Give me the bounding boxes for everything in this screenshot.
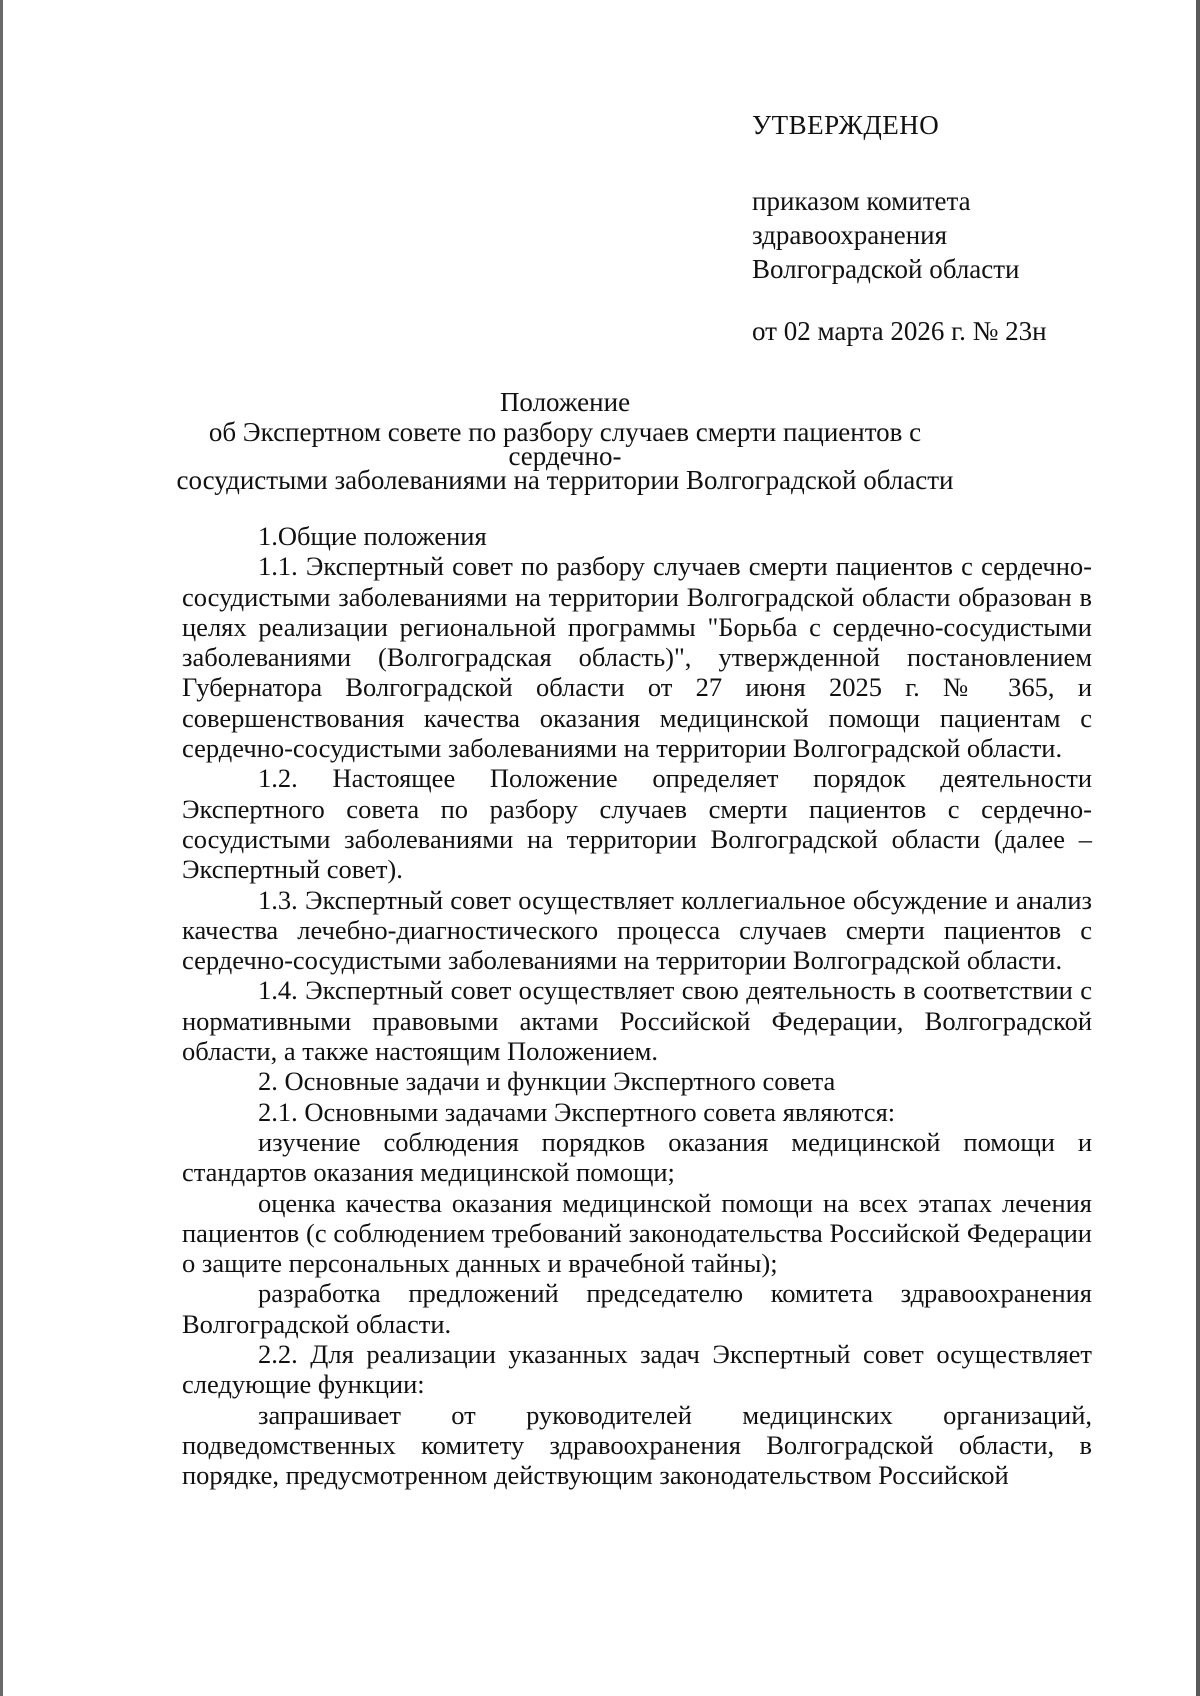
document-title: [150, 387, 980, 495]
section-heading: 1.Общие положения: [258, 521, 487, 551]
scan-edge-right: [1196, 0, 1200, 1696]
approval-line-2: здравоохранения: [752, 220, 948, 250]
paragraph: 1.3. Экспертный совет осуществляет коллегиальное обсуждение и анализ качества лечебно-диагностического процесса случаев смерти пациентов с сердечно-сосудистыми заболеваниями на территории Волгоградской области.: [182, 884, 1092, 976]
paragraph: разработка предложений председателю комитета здравоохранения Волгоградской области.: [182, 1278, 1092, 1339]
paragraph: запрашивает от руководителей медицинских организаций, подведомственных комитету здравоохранения Волгоградской области, в порядке, предусмотренном действующим законодательством Российской: [182, 1399, 1092, 1491]
paragraph: 1.1. Экспертный совет по разбору случаев смерти пациентов с сердечно-сосудистыми заболеваниями на территории Волгоградской области образован в целях реализации региональной программы "Борьба с сердечно-сосудистыми заболеваниями (Волгоградская область)", утвержденной постановлением Губернатора Волгоградской области от 27 июня 2025 г. № 365, и совершенствования качества оказания медицинской помощи пациентам с сердечно-сосудистыми заболеваниями на территории Волгоградской области.: [182, 551, 1092, 764]
approval-block: [752, 108, 1047, 348]
paragraph: изучение соблюдения порядков оказания медицинской помощи и стандартов оказания медицинской помощи;: [182, 1126, 1092, 1188]
approval-date: от 02 марта 2026 г. № 23н: [752, 316, 1047, 346]
paragraph: 1.4. Экспертный совет осуществляет свою деятельность в соответствии с нормативными правовыми актами Российской Федерации, Волгоградской области, а также настоящим Положением.: [182, 975, 1092, 1067]
scan-edge-left: [0, 0, 3, 1696]
document-body: [182, 521, 1092, 1491]
paragraph: оценка качества оказания медицинской помощи на всех этапах лечения пациентов (с соблюдением требований законодательства Российской Федерации о защите персональных данных и врачебной тайны);: [182, 1187, 1092, 1279]
approval-line-3: Волгоградской области: [752, 254, 1020, 284]
title-line-3: сосудистыми заболеваниями на территории Волгоградской области: [176, 465, 954, 495]
title-line-2: об Экспертном совете по разбору случаев смерти пациентов с сердечно-: [208, 417, 922, 471]
title-line-1: Положение: [499, 387, 631, 417]
approval-stamp: УТВЕРЖДЕНО: [752, 110, 940, 140]
approval-line-1: приказом комитета: [752, 186, 971, 216]
paragraph: 2.2. Для реализации указанных задач Экспертный совет осуществляет следующие функции:: [182, 1339, 1092, 1400]
section-heading: 2. Основные задачи и функции Экспертного совета: [258, 1066, 836, 1097]
section-heading: 2.1. Основными задачами Экспертного совета являются:: [258, 1096, 896, 1127]
paragraph: 1.2. Настоящее Положение определяет порядок деятельности Экспертного совета по разбору случаев смерти пациентов с сердечно-сосудистыми заболеваниями на территории Волгоградской области (далее – Экспертный совет).: [182, 763, 1092, 885]
